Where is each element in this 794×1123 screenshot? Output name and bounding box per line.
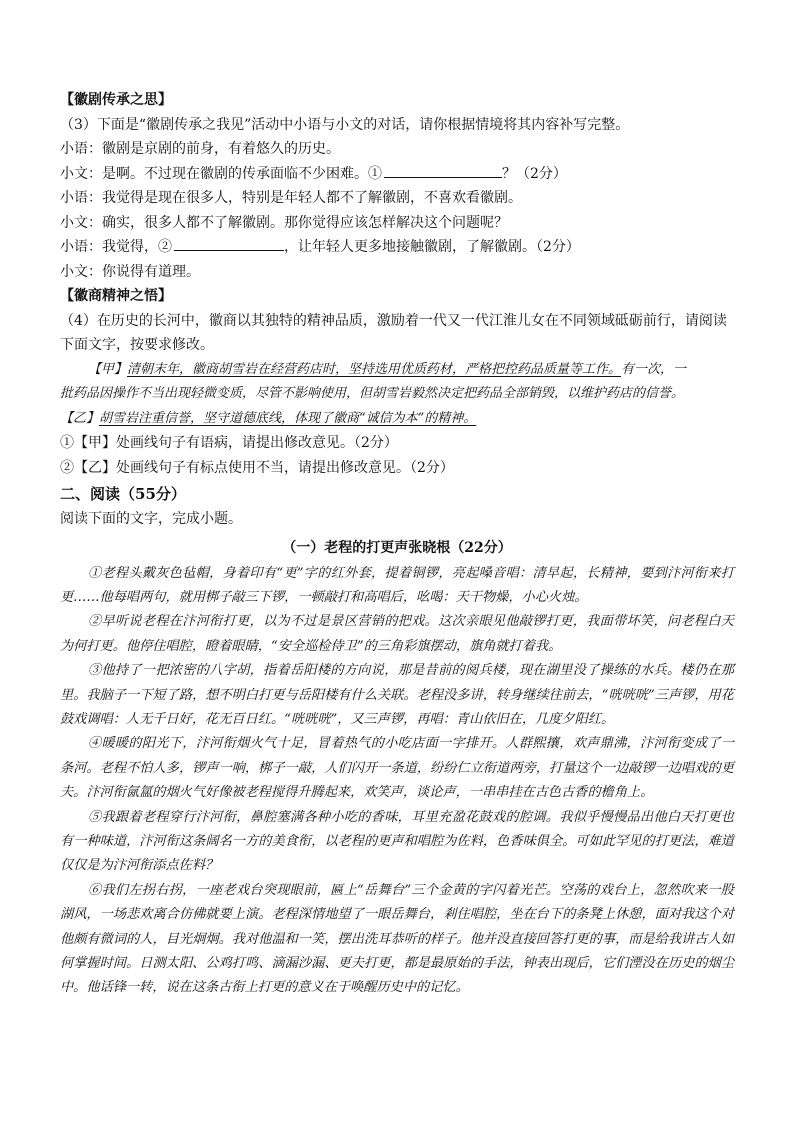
question-4-line-2: 下面文字，按要求修改。 [60,337,214,353]
sub-question-2: ②【乙】处画线句子有标点使用不当，请提出修改意见。（2分） [60,459,454,476]
heading-huishang: 【徽商精神之悟】 [60,288,172,304]
dialogue-line-2 [60,162,734,187]
section-reading-heading: 二、阅读（55分） [60,485,186,503]
jia-continuation: 有一次，一 [621,361,687,377]
dialogue-line-6: 小文：你说得有道理。 [60,263,200,280]
question-3: （3）下面是“徽剧传承之我见”活动中小语与小文的对话，请你根据情境将其内容补写完整。 [60,116,630,133]
dialogue-line-4: 小文：确实，很多人都不了解徽剧。那你觉得应该怎样解决这个问题呢？ [60,214,508,231]
yi-underlined-sentence: 胡雪岩注重信誉，坚守道德底线，体现了徽商“诚信为本”的精神。 [99,410,477,426]
dialogue-line-5-text: 小语：我觉得，② [60,239,172,255]
jia-underlined-sentence: 清朝末年，徽商胡雪岩在经营药店时，坚持选用优质药材，严格把控药品质量等工作。 [127,361,622,377]
reading-intro: 阅读下面的文字，完成小题。 [60,511,242,527]
story-body [60,562,734,1001]
dialogue-line-2-text: 小文：是啊。不过现在徽剧的传承面临不少困难。① [60,165,382,182]
passage-jia-line-1 [60,358,734,383]
jia-label: 【甲】 [88,361,128,377]
sub-question-1: ①【甲】处画线句子有语病，请提出修改意见。（2分） [60,435,398,451]
passage-yi [60,407,734,432]
story-paragraph-6: ⑥我们左拐右拐，一座老戏台突现眼前，匾上“岳舞台”三个金黄的字闪着光芒。空荡的戏台上，忽然吹来一股湖风，一场悲欢离合仿佛就要上演。老程深情地望了一眼岳舞台，剎住唱腔，坐在台下的条凳上休憩，面对我这个对他颇有微词的人，目光炯炯。我对他温和一笑，摆出洗耳恭听的样子。他并没直接回答打更的事，而是给我讲古人如何掌握时间。日测太阳、公鸡打鸣、滴漏沙漏、更夫打更，都是最原始的手法，钟表出现后，它们湮没在历史的烟尘中。他话锋一转，说在这条古衔上打更的意义在于唤醒历史中的记忆。 [60,882,734,996]
dialogue-line-5-rest: ，让年轻人更多地接触徽剧，了解徽剧。（2分） [284,239,580,255]
story-paragraph-5: ⑤我跟着老程穿行汴河衔，鼻腔塞满各种小吃的香味，耳里充盈花鼓戏的腔调。我似乎慢慢品出他白天打更也有一种味道，汴河衔这条阔名一方的美食衔，以老程的更声和唱腔为佐料，色香味俱全。可如此罕见的打更法，难道仅仅是为汴河衔添点佐料？ [60,809,734,874]
story-paragraph-2: ②早听说老程在汴河衔打更，以为不过是景区营销的把戏。这次亲眼见他敲锣打更，我面带坏笑，问老程白天为何打更。他停住唱腔，瞪着眼睛，“安全巡检侍卫”的三角彩旗摆动，旗角就打着我。 [60,614,734,654]
heading-huiju: 【徽剧传承之思】 [60,92,172,108]
answer-blank-2[interactable] [174,235,284,251]
passage-jia-line-2: 批药品因操作不当出现轻微变质，尽管不影响使用，但胡雪岩毅然决定把药品全部销毁，以维护药店的信誉。 [60,386,685,401]
question-4-line-1: （4）在历史的长河中，徽商以其独特的精神品质，激励着一代又一代江淮儿女在不同领域砥砺前行，请阅读 [60,312,727,329]
story-paragraph-3: ③他持了一把浓密的八字胡，指着岳阳楼的方向说，那是昔前的阅兵楼，现在湖里没了操练的水兵。楼仍在那里。我脑子一下短了路，想不明白打更与岳阳楼有什么关联。老程没多讲，转身继续往前去，“咣咣咣”三声锣，用花鼓戏调唱：人无千日好，花无百日红。“咣咣咣”，又三声锣，再唱：青山依旧在，几度夕阳红。 [60,663,734,727]
story-paragraph-4: ④暖暖的阳光下，汴河衔烟火气十足，冒着热气的小吃店面一字排开。人群熙攘，欢声鼎沸，汴河衔变成了一条河。老程不怕人多，锣声一响，梆子一敲，人们闪开一条道，纷纷仁立衔道两旁，打量这个一边敲锣一边唱戏的更夫。汴河衔氤氲的烟火气好像被老程搅得升腾起来，欢笑声，谈论声，一串串挂在古色古香的檐角上。 [60,736,734,801]
yi-label: 【乙】 [60,410,100,426]
story-title: （一）老程的打更声张晓根（22分） [282,539,512,556]
dialogue-line-2-score: ？（2分） [502,165,567,182]
dialogue-line-5 [60,235,734,260]
answer-blank-1[interactable] [384,162,502,178]
dialogue-line-1: 小语：徽剧是京剧的前身，有着悠久的历史。 [60,141,340,157]
story-paragraph-1: ①老程头戴灰色毡帽，身着印有“更”字的红外套，提着铜锣，亮起嗓音唱：清早起，长精神，要到汴河衔来打更……他每唱两句，就用梆子敲三下锣，一顿敲打和高唱后，吆喝：天干物燥，小心火烛。 [60,565,734,605]
dialogue-line-3: 小语：我觉得是现在很多人，特别是年轻人都不了解徽剧，不喜欢看徽剧。 [60,190,522,206]
